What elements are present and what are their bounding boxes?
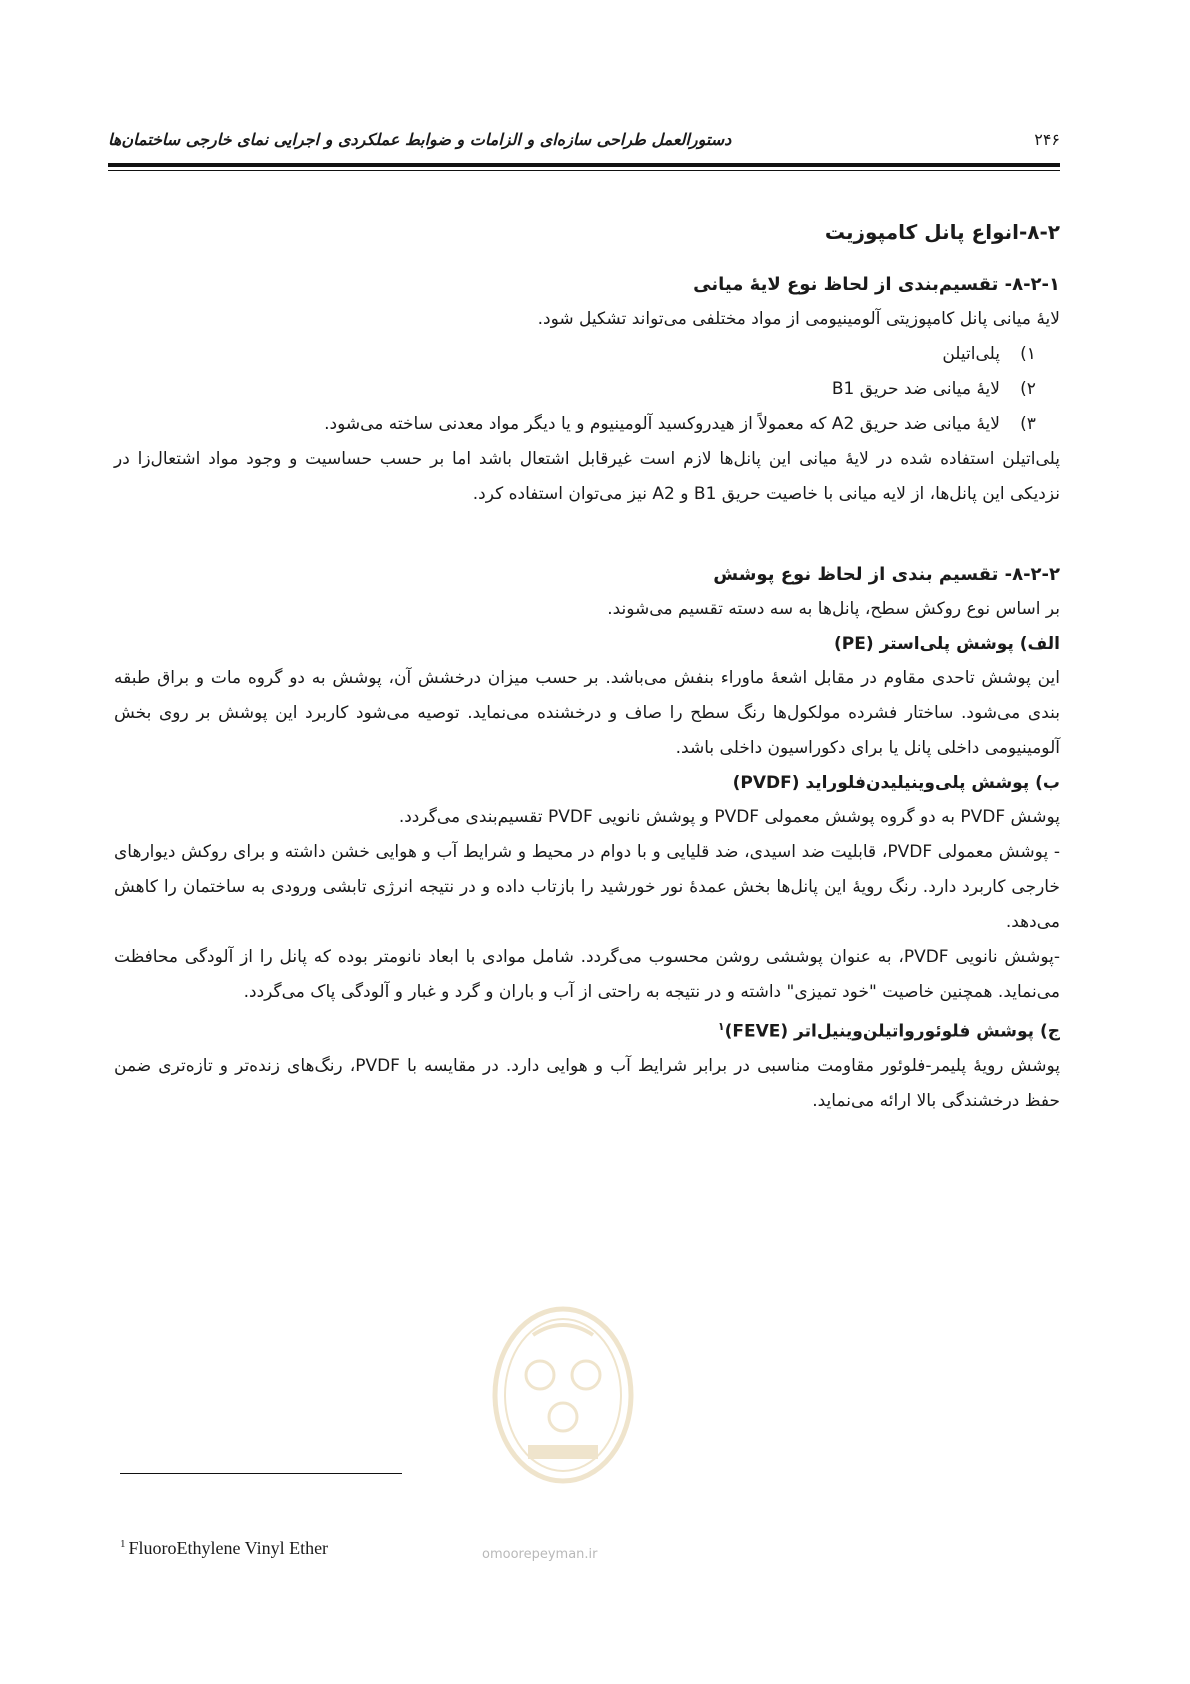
running-title: دستورالعمل طراحی سازه‌ای و الزامات و ضوابط عملکردی و اجرایی نمای خارجی ساختمان‌ها: [108, 130, 732, 149]
page-number: ۲۴۶: [1034, 130, 1060, 149]
subsection-2-intro: بر اساس نوع روکش سطح، پانل‌ها به سه دسته تقسیم می‌شوند.: [607, 599, 1060, 619]
pvdf-paragraph-3: -پوشش نانویی PVDF، به عنوان پوششی روشن محسوب می‌گردد. شامل موادی با ابعاد نانومتر بوده که پانل را از آلودگی محافظت می‌نماید. همچنین خاصیت "خود تمیزی" داشته و در نتیجه به راحتی از آب و باران و گرد و غبار و آلودگی پاک می‌گردد.: [114, 947, 1060, 1002]
pe-coating-text: این پوشش تاحدی مقاوم در مقابل اشعۀ ماوراء بنفش می‌باشد. بر حسب میزان درخشش آن، پوشش به دو گروه مات و براق طبقه بندی می‌شود. ساختار فشرده مولکول‌ها رنگ سطح را صاف و درخشنده می‌نماید. توصیه می‌شود کاربرد این پوشش بر روی بخش آلومینیومی داخلی پانل یا برای دکوراسیون داخلی باشد.: [114, 668, 1060, 758]
subsection-1-title: ۸-۲-۱- تقسیم‌بندی از لحاظ نوع لایۀ میانی: [693, 274, 1060, 295]
footnote: [120, 1538, 328, 1559]
footnote-reference[interactable]: ۱: [717, 1020, 725, 1033]
pvdf-paragraph-1: پوشش PVDF به دو گروه پوشش معمولی PVDF و پوشش نانویی PVDF تقسیم‌بندی می‌گردد.: [398, 807, 1060, 827]
pvdf-paragraph-2: - پوشش معمولی PVDF، قابلیت ضد اسیدی، ضد قلیایی و با دوام در محیط و شرایط آب و هوایی خشن داشته و برای روکش دیوارهای خارجی کاربرد دارد. رنگ رویۀ این پانل‌ها بخش عمدۀ نور خورشید را بازتاب داده و در نتیجه انرژی تابشی ورودی به ساختمان را کاهش می‌دهد.: [114, 842, 1061, 932]
list-item: [114, 407, 1060, 442]
section-gap: [114, 512, 1060, 558]
list-item-number: ۱): [1020, 344, 1036, 364]
list-item: [114, 337, 1060, 372]
list-item-number: ۳): [1020, 414, 1036, 434]
footnote-rule: [120, 1473, 402, 1474]
header-rule-thick: [108, 163, 1060, 167]
header-rule-thin: [108, 170, 1060, 171]
footnote-text: FluoroEthylene Vinyl Ether: [128, 1538, 329, 1558]
list-item-number: ۲): [1020, 379, 1036, 399]
subsection-2-title: ۸-۲-۲- تقسیم بندی از لحاظ نوع پوشش: [713, 564, 1060, 585]
feve-coating-text: پوشش رویۀ پلیمر-فلوئور مقاومت مناسبی در برابر شرایط آب و هوایی دارد. در مقایسه با PVDF، رنگ‌های زنده‌تر و تازه‌تری ضمن حفظ درخشندگی بالا ارائه می‌نماید.: [114, 1055, 1060, 1111]
subsection-1-paragraph: پلی‌اتیلن استفاده شده در لایۀ میانی این پانل‌ها لازم است غیرقابل اشتعال باشد اما بر حسب حساسیت و وجود مواد اشتعال‌زا در نزدیکی این پانل‌ها، از لایه میانی با خاصیت حریق B1 و A2 نیز می‌توان استفاده کرد.: [114, 449, 1060, 504]
pvdf-coating-title: ب) پوشش پلی‌وینیلیدن‌فلوراید (PVDF): [732, 773, 1060, 793]
feve-title-text: ج) پوشش فلوئورواتیلن‌وینیل‌اتر (FEVE): [724, 1021, 1060, 1042]
list-item-text: لایۀ میانی ضد حریق A2 که معمولاً از هیدروکسید آلومینیوم و یا دیگر مواد معدنی ساخته می‌شود.: [324, 414, 1000, 434]
page-content: [114, 214, 1060, 1119]
section-title: ۸-۲-انواع پانل کامپوزیت: [824, 220, 1060, 244]
watermark-site: omoorepeyman.ir: [482, 1547, 598, 1562]
footnote-mark: 1: [120, 1538, 126, 1550]
subsection-1-intro: لایۀ میانی پانل کامپوزیتی آلومینیومی از مواد مختلفی می‌تواند تشکیل شود.: [537, 309, 1060, 329]
pe-coating-title: الف) پوشش پلی‌استر (PE): [834, 634, 1060, 654]
watermark-logo-icon: [488, 1305, 638, 1505]
feve-coating-title: [114, 1010, 1060, 1049]
list-item: [114, 372, 1060, 407]
list-item-text: پلی‌اتیلن: [942, 344, 1000, 364]
list-item-text: لایۀ میانی ضد حریق B1: [831, 379, 1000, 399]
page-header: [108, 130, 1060, 154]
